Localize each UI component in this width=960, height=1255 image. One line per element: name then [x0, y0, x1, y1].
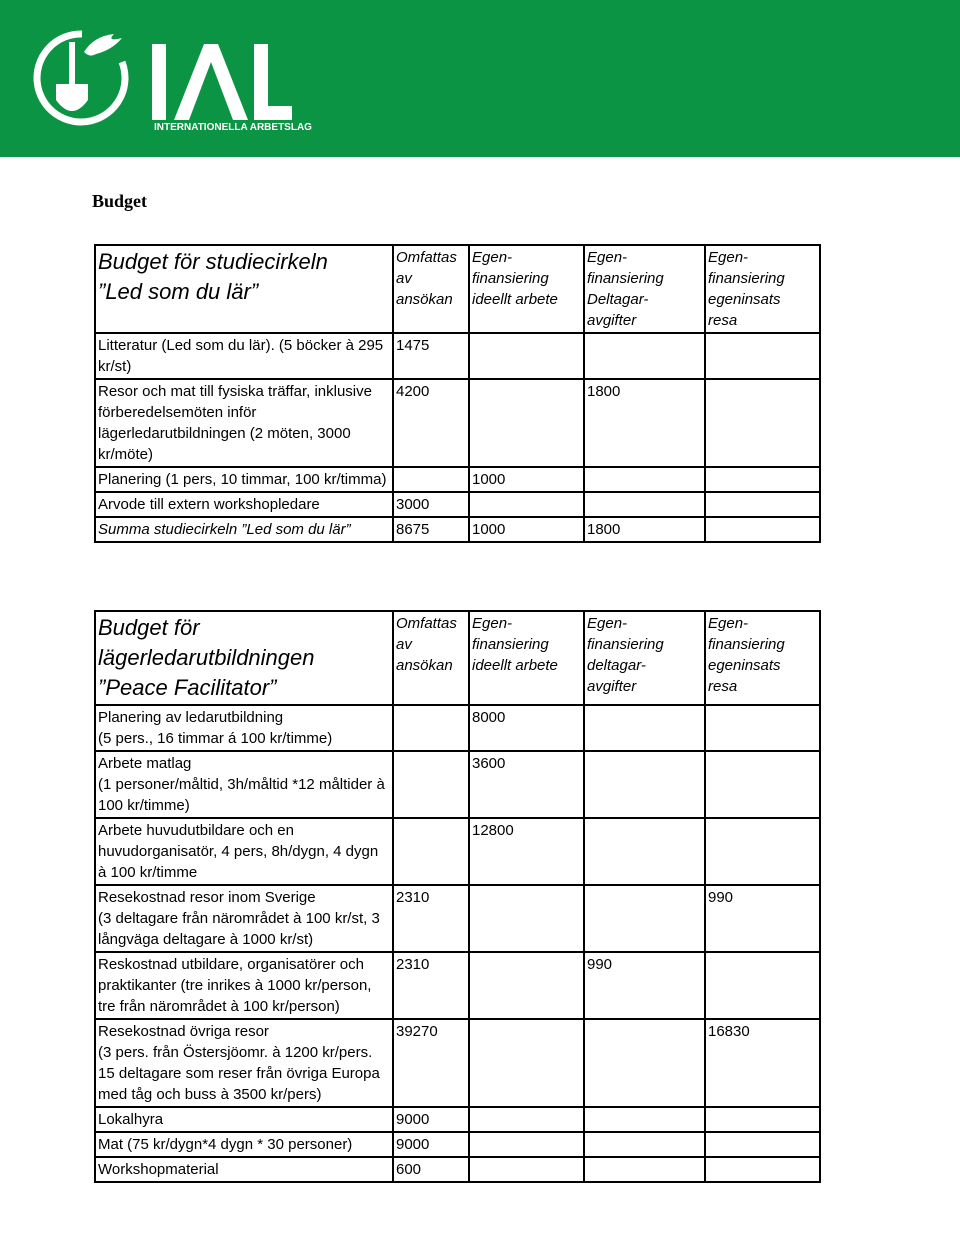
cell-value: 9000 — [393, 1132, 469, 1157]
cell-value — [469, 1019, 584, 1107]
column-header: Omfattas av ansökan — [393, 245, 469, 333]
cell-value — [469, 492, 584, 517]
cell-value: 3600 — [469, 751, 584, 818]
cell-value — [469, 1157, 584, 1182]
cell-value — [584, 1019, 705, 1107]
logo-subtitle: INTERNATIONELLA ARBETSLAG — [154, 122, 312, 133]
cell-value — [469, 333, 584, 379]
cell-value — [393, 705, 469, 751]
cell-value — [584, 818, 705, 885]
cell-value: 600 — [393, 1157, 469, 1182]
row-label: Reskostnad utbildare, organisatörer och praktikanter (tre inrikes à 1000 kr/person, tre från närområdet à 100 kr/person) — [95, 952, 393, 1019]
row-label: Lokalhyra — [95, 1107, 393, 1132]
cell-value: 3000 — [393, 492, 469, 517]
cell-value — [584, 333, 705, 379]
cell-value: 990 — [705, 885, 820, 952]
budget-table-lagerledarutbildning — [94, 610, 821, 1183]
cell-value — [393, 818, 469, 885]
column-header: Egen- finansiering egeninsats resa — [705, 245, 820, 333]
table-row — [95, 379, 820, 467]
column-header: Egen- finansiering egeninsats resa — [705, 611, 820, 705]
table-row — [95, 1157, 820, 1182]
budget-table-studiecirkel — [94, 244, 821, 543]
cell-value: 9000 — [393, 1107, 469, 1132]
cell-value — [705, 379, 820, 467]
cell-value: 990 — [584, 952, 705, 1019]
cell-value — [705, 1132, 820, 1157]
cell-value — [705, 492, 820, 517]
page-heading: Budget — [92, 191, 148, 211]
cell-value — [393, 751, 469, 818]
row-label: Arbete huvudutbildare och en huvudorganisatör, 4 pers, 8h/dygn, 4 dygn à 100 kr/timme — [95, 818, 393, 885]
cell-value — [469, 1107, 584, 1132]
sum-row — [95, 517, 820, 542]
table-row — [95, 952, 820, 1019]
row-label: Litteratur (Led som du lär). (5 böcker à 295 kr/st) — [95, 333, 393, 379]
cell-value — [584, 1132, 705, 1157]
sum-value: 1000 — [469, 517, 584, 542]
row-label: Resor och mat till fysiska träffar, inklusive förberedelsemöten inför lägerledarutbildningen (2 möten, 3000 kr/möte) — [95, 379, 393, 467]
cell-value: 4200 — [393, 379, 469, 467]
cell-value — [584, 492, 705, 517]
cell-value — [393, 467, 469, 492]
row-label: Workshopmaterial — [95, 1157, 393, 1182]
sum-value — [705, 517, 820, 542]
table-row — [95, 751, 820, 818]
ial-logo-icon — [22, 22, 302, 132]
cell-value — [584, 885, 705, 952]
row-label: Resekostnad resor inom Sverige (3 deltagare från närområdet à 100 kr/st, 3 långväga deltagare à 1000 kr/st) — [95, 885, 393, 952]
header-banner — [0, 0, 960, 157]
table-header-row — [95, 245, 820, 333]
cell-value: 12800 — [469, 818, 584, 885]
table-title: Budget för lägerledarutbildningen ”Peace Facilitator” — [95, 611, 393, 705]
cell-value — [584, 751, 705, 818]
column-header: Egen- finansiering deltagar- avgifter — [584, 611, 705, 705]
table-row — [95, 1107, 820, 1132]
cell-value: 1800 — [584, 379, 705, 467]
table-row — [95, 818, 820, 885]
table-row — [95, 467, 820, 492]
cell-value — [705, 1157, 820, 1182]
table-row — [95, 492, 820, 517]
table-row — [95, 333, 820, 379]
cell-value — [705, 952, 820, 1019]
cell-value — [705, 333, 820, 379]
cell-value — [584, 1157, 705, 1182]
cell-value — [584, 705, 705, 751]
cell-value — [584, 1107, 705, 1132]
cell-value — [705, 1107, 820, 1132]
row-label: Arvode till extern workshopledare — [95, 492, 393, 517]
cell-value: 2310 — [393, 952, 469, 1019]
cell-value — [705, 467, 820, 492]
cell-value: 39270 — [393, 1019, 469, 1107]
cell-value — [469, 1132, 584, 1157]
table-row — [95, 705, 820, 751]
row-label: Arbete matlag (1 personer/måltid, 3h/måltid *12 måltider à 100 kr/timme) — [95, 751, 393, 818]
column-header: Egen- finansiering Deltagar- avgifter — [584, 245, 705, 333]
cell-value — [705, 818, 820, 885]
sum-label: Summa studiecirkeln ”Led som du lär” — [95, 517, 393, 542]
cell-value: 16830 — [705, 1019, 820, 1107]
table-row — [95, 1019, 820, 1107]
sum-value: 1800 — [584, 517, 705, 542]
row-label: Planering av ledarutbildning (5 pers., 16 timmar á 100 kr/timme) — [95, 705, 393, 751]
cell-value — [469, 952, 584, 1019]
table-header-row — [95, 611, 820, 705]
cell-value — [705, 751, 820, 818]
sum-value: 8675 — [393, 517, 469, 542]
cell-value: 1000 — [469, 467, 584, 492]
cell-value: 1475 — [393, 333, 469, 379]
cell-value — [705, 705, 820, 751]
column-header: Omfattas av ansökan — [393, 611, 469, 705]
row-label: Resekostnad övriga resor (3 pers. från Östersjöomr. à 1200 kr/pers. 15 deltagare som reser från övriga Europa med tåg och buss à 3500 kr/pers) — [95, 1019, 393, 1107]
cell-value: 2310 — [393, 885, 469, 952]
table-title: Budget för studiecirkeln ”Led som du lär” — [95, 245, 393, 333]
cell-value: 8000 — [469, 705, 584, 751]
column-header: Egen- finansiering ideellt arbete — [469, 245, 584, 333]
column-header: Egen- finansiering ideellt arbete — [469, 611, 584, 705]
cell-value — [469, 885, 584, 952]
table-row — [95, 1132, 820, 1157]
row-label: Planering (1 pers, 10 timmar, 100 kr/timma) — [95, 467, 393, 492]
cell-value — [584, 467, 705, 492]
cell-value — [469, 379, 584, 467]
table-row — [95, 885, 820, 952]
row-label: Mat (75 kr/dygn*4 dygn * 30 personer) — [95, 1132, 393, 1157]
